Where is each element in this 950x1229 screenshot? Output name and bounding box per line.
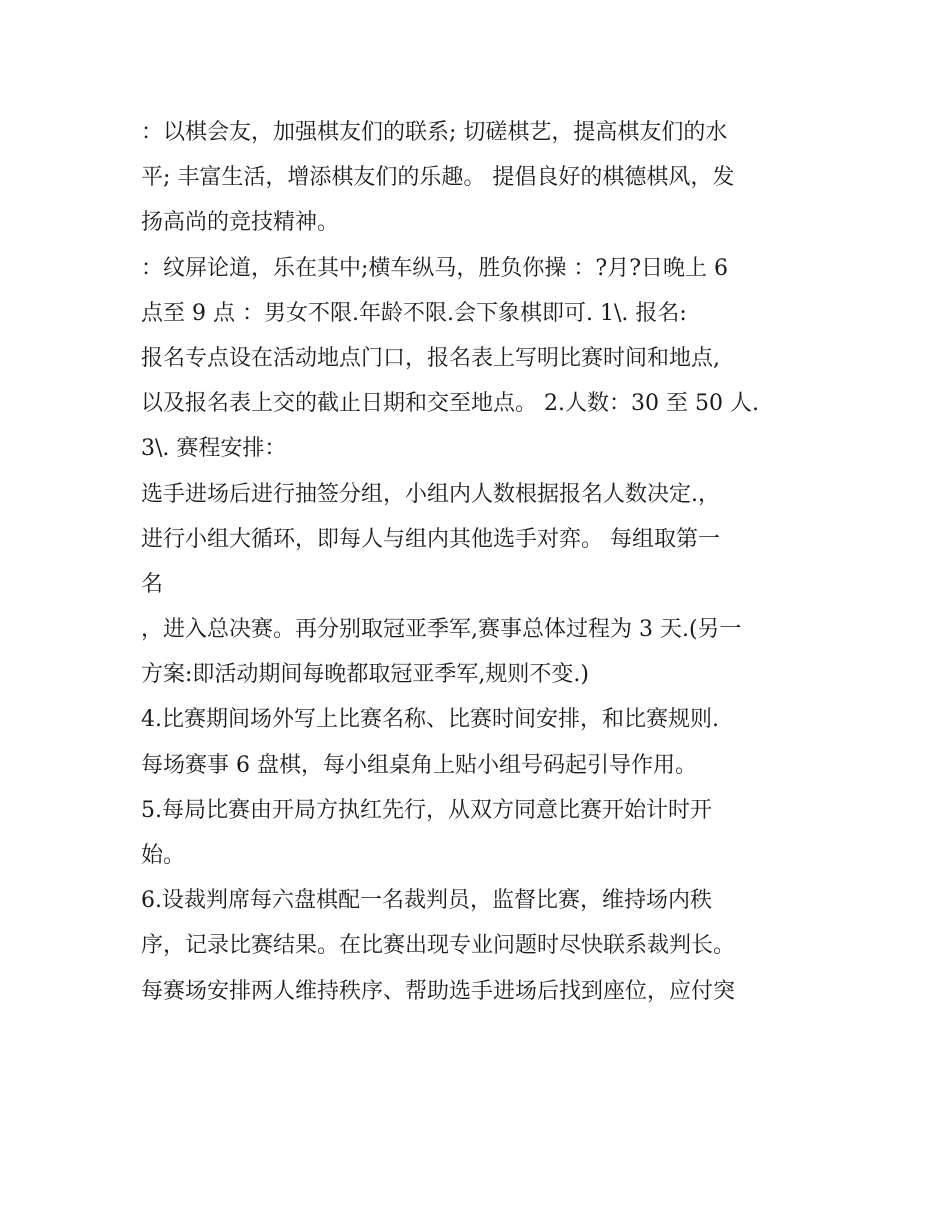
text-line: ，进入总决赛。再分别取冠亚季军,赛事总体过程为 3 天.(另一 bbox=[141, 617, 742, 643]
text-line: ：以棋会友，加强棋友们的联系; 切磋棋艺，提高棋友们的水 bbox=[141, 120, 728, 145]
text-line: 方案:即活动期间每晚都取冠亚季军,规则不变.) bbox=[141, 662, 589, 688]
text-line: 4.比赛期间场外写上比赛名称、比赛时间安排，和比赛规则. bbox=[141, 707, 719, 733]
text-line: 名 bbox=[141, 571, 164, 597]
text-line: 选手进场后进行抽签分组，小组内人数根据报名人数决定.， bbox=[141, 481, 720, 507]
text-line: 报名专点设在活动地点门口，报名表上写明比赛时间和地点, bbox=[141, 345, 720, 371]
text-line: 进行小组大循环，即每人与组内其他选手对弈。 每组取第一 bbox=[141, 526, 720, 552]
text-line: 每赛场安排两人维持秩序、帮助选手进场后找到座位，应付突 bbox=[141, 978, 736, 1004]
text-line: 每场赛事 6 盘棋，每小组桌角上贴小组号码起引导作用。 bbox=[141, 752, 697, 778]
text-line: ：纹屏论道，乐在其中;横车纵马，胜负你操 ：?月?日晚上 6 bbox=[141, 255, 728, 281]
text-line: 以及报名表上交的截止日期和交至地点。 2.人数：30 至 50 人. bbox=[141, 391, 759, 417]
text-line: 5.每局比赛由开局方执红先行，从双方同意比赛开始计时开 bbox=[141, 797, 712, 823]
text-line: 平; 丰富生活，增添棋友们的乐趣。 提倡良好的棋德棋风，发 bbox=[141, 165, 735, 191]
text-line: 3\. 赛程安排： bbox=[141, 436, 287, 462]
document-body bbox=[141, 110, 821, 1014]
text-line: 6.设裁判席每六盘棋配一名裁判员，监督比赛，维持场内秩 bbox=[141, 888, 712, 914]
text-line: 始。 bbox=[141, 843, 186, 868]
text-line: 扬高尚的竞技精神。 bbox=[141, 210, 340, 236]
text-line: 序，记录比赛结果。在比赛出现专业问题时尽快联系裁判长。 bbox=[141, 933, 736, 959]
text-line: 点至 9 点 ：男女不限.年龄不限.会下象棋即可. 1\. 报名: bbox=[141, 300, 687, 326]
